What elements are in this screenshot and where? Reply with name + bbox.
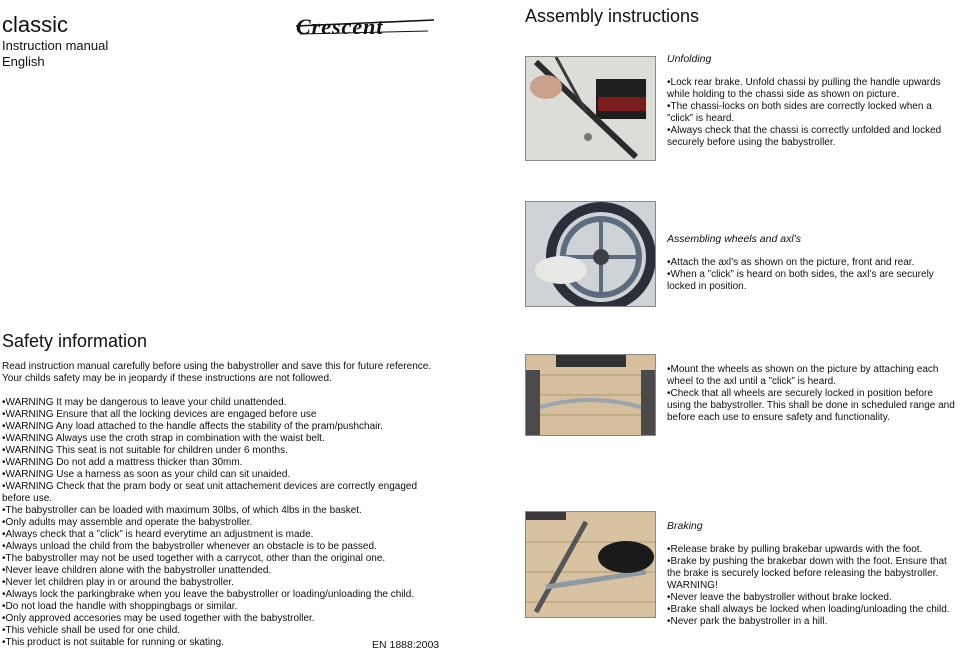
unfolding-list [667, 77, 952, 149]
safety-intro [2, 361, 442, 385]
list-item: • WARNING Always use the croth strap in combination with the waist belt. [2, 433, 427, 445]
list-item: • This vehicle shall be used for one child. [2, 625, 427, 637]
list-item: • This product is not suitable for running or skating. [2, 637, 427, 649]
list-item: • Never park the babystroller in a hill. [667, 616, 957, 628]
safety-intro-line-1: Read instruction manual carefully before using the babystroller and save this for future reference. [2, 361, 432, 372]
mount-photo [525, 354, 656, 436]
brand-logo-text: Crescent [296, 14, 384, 39]
safety-list [2, 397, 427, 649]
list-item: • When a ”click” is heard on both sides, the axl’s are securely locked in position. [667, 269, 952, 293]
document-title: classic [2, 12, 69, 37]
unfolding-photo [525, 56, 656, 161]
list-item: • WARNING It may be dangerous to leave your child unattended. [2, 397, 427, 409]
safety-heading: Safety information [2, 331, 148, 351]
list-item: • WARNING This seat is not suitable for children under 6 months. [2, 445, 427, 457]
wheels-title: Assembling wheels and axl’s [667, 233, 802, 245]
unfolding-title: Unfolding [667, 53, 712, 65]
list-item: • The babystroller may not be used together with a carrycot, other than the original one. [2, 553, 427, 565]
braking-list [667, 544, 957, 628]
document-language: English [2, 54, 45, 69]
wheels-photo [525, 201, 656, 307]
list-item: • WARNING Any load attached to the handle affects the stability of the pram/pushchair. [2, 421, 427, 433]
list-item: • WARNING Ensure that all the locking devices are engaged before use [2, 409, 427, 421]
list-item: • WARNING Check that the pram body or seat unit attachement devices are correctly engaged before use. [2, 481, 427, 505]
list-item: • Always check that a ”click” is heard everytime an adjustment is made. [2, 529, 427, 541]
list-item: • Only approved accesories may be used together with the babystroller. [2, 613, 427, 625]
wheel-illustration [526, 202, 655, 306]
mount-list [667, 364, 957, 424]
standard-code: EN 1888:2003 [372, 639, 440, 651]
braking-photo [525, 511, 656, 618]
list-item: • Never let children play in or around the babystroller. [2, 577, 427, 589]
list-item: • Do not load the handle with shoppingbags or similar. [2, 601, 427, 613]
document-subtitle: Instruction manual [2, 38, 109, 53]
list-item: • Only adults may assemble and operate the babystroller. [2, 517, 427, 529]
mount-illustration [526, 355, 655, 435]
brand-logo [292, 14, 437, 38]
list-item: • Brake by pushing the brakebar down with the foot. Ensure that the brake is securely locked before releasing the babystroller. WARNING! [667, 556, 957, 592]
list-item: • Release brake by pulling brakebar upwards with the foot. [667, 544, 957, 556]
braking-title: Braking [667, 520, 703, 532]
list-item: • Lock rear brake. Unfold chassi by pulling the handle upwards while holding to the chassi side as shown on picture. [667, 77, 952, 101]
list-item: • Always unload the child from the babystroller whenever an obstacle is to be passed. [2, 541, 427, 553]
list-item: • Always lock the parkingbrake when you leave the babystroller or loading/unloading the child. [2, 589, 427, 601]
list-item: • Never leave the babystroller without brake locked. [667, 592, 957, 604]
list-item: • The babystroller can be loaded with maximum 30lbs, of which 4lbs in the basket. [2, 505, 427, 517]
unfolding-illustration [526, 57, 655, 160]
list-item: • Attach the axl’s as shown on the picture, front and rear. [667, 257, 952, 269]
list-item: • WARNING Use a harness as soon as your child can sit unaided. [2, 469, 427, 481]
wheels-list [667, 257, 952, 293]
assembly-heading: Assembly instructions [525, 6, 700, 26]
list-item: • Always check that the chassi is correctly unfolded and locked securely before using the babystroller. [667, 125, 952, 149]
list-item: • Mount the wheels as shown on the picture by attaching each wheel to the axl until a ”click” is heard. [667, 364, 957, 388]
brake-illustration [526, 512, 655, 617]
list-item: • Never leave children alone with the babystroller unattended. [2, 565, 427, 577]
list-item: • Brake shall always be locked when loading/unloading the child. [667, 604, 957, 616]
list-item: • The chassi-locks on both sides are correctly locked when a ”click” is heard. [667, 101, 952, 125]
safety-intro-line-2: Your childs safety may be in jeopardy if these instructions are not followed. [2, 373, 332, 384]
list-item: • WARNING Do not add a mattress thicker than 30mm. [2, 457, 427, 469]
list-item: • Check that all wheels are securely locked in position before using the babystroller. This shall be done in scheduled range and before each use to ensure safety and functionality. [667, 388, 957, 424]
